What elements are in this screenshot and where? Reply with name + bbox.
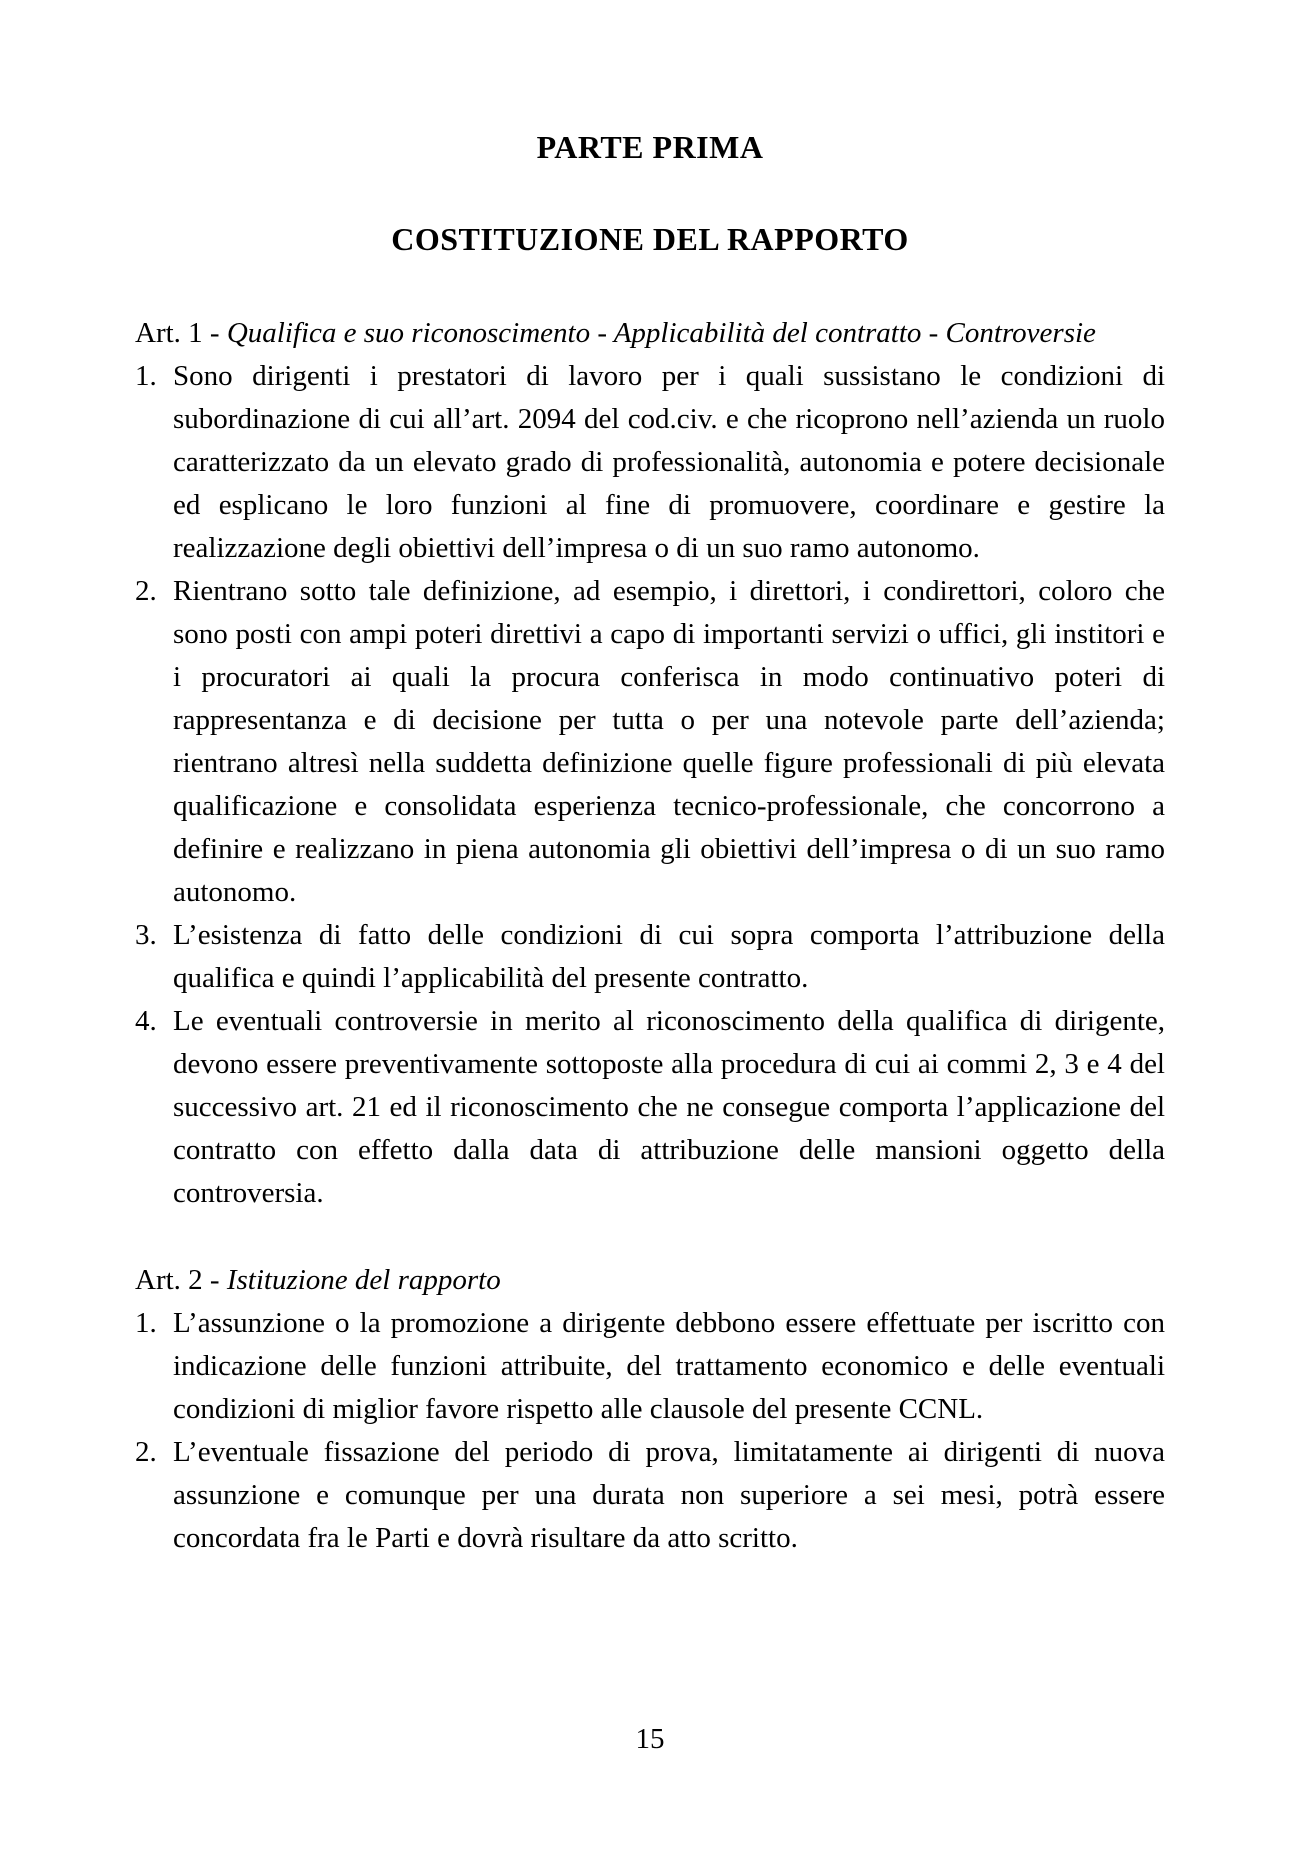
list-item-number: 1. [135, 360, 157, 392]
page-number: 15 [635, 1723, 665, 1755]
article-label: Art. 2 - [135, 1264, 227, 1296]
list-item-number: 3. [135, 919, 157, 951]
list-item [135, 570, 1165, 914]
article-item-list [135, 355, 1165, 1215]
article-heading [135, 312, 1165, 355]
article [135, 1259, 1165, 1560]
list-item [135, 1000, 1165, 1215]
articles-container [135, 312, 1165, 1560]
list-item-text: Le eventuali controversie in merito al riconoscimento della qualifica di dirigente, devono essere preventivamente sottoposte alla procedura di cui ai commi 2, 3 e 4 del successivo art. 21 ed il riconoscimento che ne consegue comporta l’applicazione del contratto con effetto dalla data di attribuzione delle mansioni oggetto della controversia. [173, 1005, 1165, 1209]
article-title: Qualifica e suo riconoscimento - Applicabilità del contratto - Controversie [226, 317, 1096, 349]
article [135, 312, 1165, 1215]
list-item-text: Sono dirigenti i prestatori di lavoro per i quali sussistano le condizioni di subordinazione di cui all’art. 2094 del cod.civ. e che ricoprono nell’azienda un ruolo caratterizzato da un elevato grado di professionalità, autonomia e potere decisionale ed esplicano le loro funzioni al fine di promuovere, coordinare e gestire la realizzazione degli obiettivi dell’impresa o di un suo ramo autonomo. [173, 360, 1165, 564]
list-item-number: 4. [135, 1005, 157, 1037]
article-label: Art. 1 - [135, 317, 227, 349]
list-item-text: Rientrano sotto tale definizione, ad esempio, i direttori, i condirettori, coloro che sono posti con ampi poteri direttivi a capo di importanti servizi o uffici, gli institori e i procuratori ai quali la procura conferisca in modo continuativo poteri di rappresentanza e di decisione per tutta o per una notevole parte dell’azienda; rientrano altresì nella suddetta definizione quelle figure professionali di più elevata qualificazione e consolidata esperienza tecnico-professionale, che concorrono a definire e realizzano in piena autonomia gli obiettivi dell’impresa o di un suo ramo autonomo. [173, 575, 1165, 908]
list-item [135, 914, 1165, 1000]
list-item [135, 1431, 1165, 1560]
list-item [135, 355, 1165, 570]
list-item-number: 2. [135, 1436, 157, 1468]
part-title: PARTE PRIMA [536, 129, 764, 165]
article-title: Istituzione del rapporto [226, 1264, 501, 1296]
list-item-number: 2. [135, 575, 157, 607]
list-item-text: L’assunzione o la promozione a dirigente debbono essere effettuate per iscritto con indicazione delle funzioni attribuite, del trattamento economico e delle eventuali condizioni di miglior favore rispetto alle clausole del presente CCNL. [173, 1307, 1165, 1425]
list-item [135, 1302, 1165, 1431]
list-item-text: L’esistenza di fatto delle condizioni di cui sopra comporta l’attribuzione della qualifica e quindi l’applicabilità del presente contratto. [173, 919, 1165, 994]
list-item-number: 1. [135, 1307, 157, 1339]
article-item-list [135, 1302, 1165, 1560]
list-item-text: L’eventuale fissazione del periodo di prova, limitatamente ai dirigenti di nuova assunzione e comunque per una durata non superiore a sei mesi, potrà essere concordata fra le Parti e dovrà risultare da atto scritto. [173, 1436, 1165, 1554]
section-title: COSTITUZIONE DEL RAPPORTO [391, 221, 909, 257]
article-heading [135, 1259, 1165, 1302]
